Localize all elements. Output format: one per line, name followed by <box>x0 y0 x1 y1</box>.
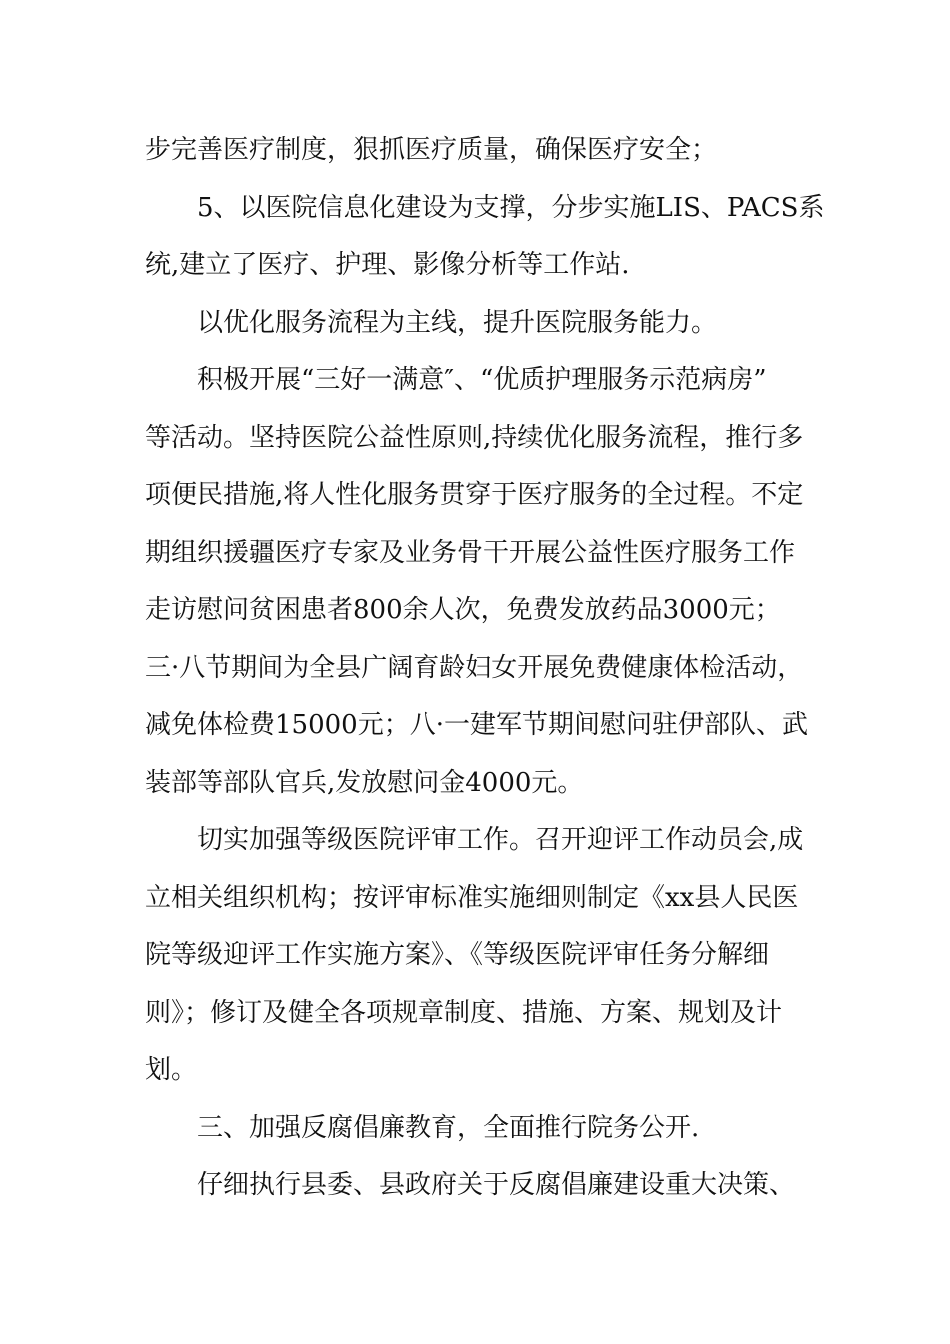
text-line: 步完善医疗制度，狠抓医疗质量，确保医疗安全； <box>145 135 718 165</box>
text-line: 走访慰问贫困患者800余人次，免费发放药品3000元； <box>145 595 781 625</box>
text-line: 项便民措施,将人性化服务贯穿于医疗服务的全过程。不定 <box>145 480 804 510</box>
text-line: 划。 <box>145 1055 198 1085</box>
text-line: 立相关组织机构；按评审标准实施细则制定《xx县人民医 <box>145 882 799 913</box>
text-line: 减免体检费15000元；八·一建军节期间慰问驻伊部队、武 <box>145 710 808 740</box>
text-line: 以优化服务流程为主线，提升医院服务能力。 <box>197 307 718 338</box>
text-line: 统,建立了医疗、护理、影像分析等工作站. <box>145 250 630 280</box>
text-line: 期组织援疆医疗专家及业务骨干开展公益性医疗服务工作 <box>145 537 796 568</box>
text-line: 等活动。坚持医院公益性原则,持续优化服务流程，推行多 <box>145 422 804 453</box>
text-line: 切实加强等级医院评审工作。召开迎评工作动员会,成 <box>197 825 804 855</box>
text-line: 院等级迎评工作实施方案》、《等级医院评审任务分解细 <box>145 940 770 970</box>
document-body <box>145 122 825 1215</box>
text-line: 三、加强反腐倡廉教育，全面推行院务公开. <box>197 1112 700 1143</box>
text-line: 装部等部队官兵,发放慰问金4000元。 <box>145 767 584 798</box>
text-line: 5、以医院信息化建设为支撑，分步实施LIS、PACS系 <box>197 192 825 223</box>
text-line: 仔细执行县委、县政府关于反腐倡廉建设重大决策、 <box>197 1170 796 1200</box>
text-line: 则》；修订及健全各项规章制度、措施、方案、规划及计 <box>145 997 783 1028</box>
text-line: 三·八节期间为全县广阔育龄妇女开展免费健康体检活动， <box>145 652 804 683</box>
text-line: 积极开展“三好一满意″、“优质护理服务示范病房” <box>197 365 767 395</box>
